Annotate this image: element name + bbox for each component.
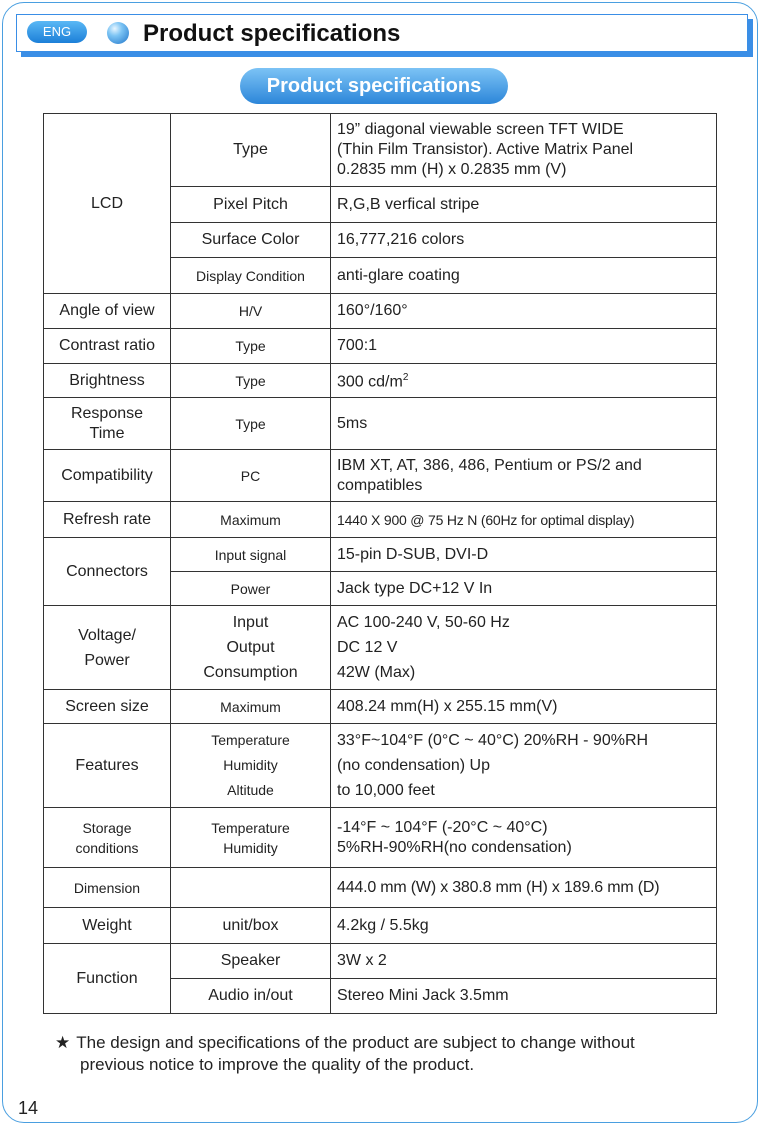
screen-size-sub: Maximum (171, 690, 331, 724)
table-row (44, 538, 717, 572)
power-value: Jack type DC+12 V In (331, 572, 717, 606)
table-row (44, 724, 717, 808)
brightness-value: 300 $cd/m^2$ (331, 364, 717, 398)
refresh-rate-value: 1440 X 900 @ 75 Hz N (60Hz for optimal display) (331, 502, 717, 538)
angle-value: 160°/160° (331, 294, 717, 329)
language-badge: ENG (27, 21, 87, 43)
voltage-value: AC 100-240 V, 50-60 Hz DC 12 V 42W (Max) (331, 606, 717, 690)
contrast-value: 700:1 (331, 329, 717, 364)
table-row (44, 329, 717, 364)
surface-color-value: 16,777,216 colors (331, 223, 717, 258)
table-row (44, 364, 717, 398)
refresh-rate-sub: Maximum (171, 502, 331, 538)
response-time-label: Response Time (44, 398, 171, 450)
speaker-label: Speaker (171, 944, 331, 979)
refresh-rate-label: Refresh rate (44, 502, 171, 538)
connectors-label: Connectors (44, 538, 171, 606)
response-sub: Type (171, 398, 331, 450)
lcd-type-value: 19” diagonal viewable screen TFT WIDE (Thin Film Transistor). Active Matrix Panel 0.2835 mm (H) x 0.2835 mm (V) (331, 114, 717, 187)
table-row (44, 450, 717, 502)
dimension-sub (171, 868, 331, 908)
table-row (44, 808, 717, 868)
storage-value: -14°F ~ 104°F (-20°C ~ 40°C) 5%RH-90%RH(no condensation) (331, 808, 717, 868)
weight-label: Weight (44, 908, 171, 944)
display-condition-label: Display Condition (171, 258, 331, 294)
pixel-pitch-value: R,G,B verfical stripe (331, 187, 717, 223)
speaker-value: 3W x 2 (331, 944, 717, 979)
power-label: Power (171, 572, 331, 606)
input-signal-value: 15-pin D-SUB, DVI-D (331, 538, 717, 572)
compatibility-label: Compatibility (44, 450, 171, 502)
contrast-sub: Type (171, 329, 331, 364)
brightness-label: Brightness (44, 364, 171, 398)
table-row (44, 606, 717, 690)
lcd-label: LCD (44, 114, 171, 294)
audio-value: Stereo Mini Jack 3.5mm (331, 979, 717, 1014)
voltage-power-label: Voltage/ Power (44, 606, 171, 690)
weight-sub: unit/box (171, 908, 331, 944)
table-row (44, 908, 717, 944)
compatibility-value: IBM XT, AT, 386, 486, Pentium or PS/2 and compatibles (331, 450, 717, 502)
table-row (44, 502, 717, 538)
surface-color-label: Surface Color (171, 223, 331, 258)
disclaimer-note: ★ The design and specifications of the product are subject to change without previous notice to improve the quality of the product. (55, 1033, 635, 1074)
function-label: Function (44, 944, 171, 1014)
table-row (44, 868, 717, 908)
section-title-pill: Product specifications (240, 68, 508, 104)
page-header (16, 14, 748, 52)
features-value: 33°F~104°F (0°C ~ 40°C) 20%RH - 90%RH (no condensation) Up to 10,000 feet (331, 724, 717, 808)
spec-table (43, 113, 717, 1014)
angle-label: Angle of view (44, 294, 171, 329)
response-value: 5ms (331, 398, 717, 450)
storage-sub: Temperature Humidity (171, 808, 331, 868)
page-number: 14 (18, 1098, 39, 1118)
angle-sub: H/V (171, 294, 331, 329)
pixel-pitch-label: Pixel Pitch (171, 187, 331, 223)
voltage-sub: Input Output Consumption (171, 606, 331, 690)
table-row (44, 294, 717, 329)
audio-label: Audio in/out (171, 979, 331, 1014)
storage-conditions-label: Storage conditions (44, 808, 171, 868)
table-row (44, 114, 717, 187)
bullet-ball-icon (107, 22, 129, 44)
input-signal-label: Input signal (171, 538, 331, 572)
features-label: Features (44, 724, 171, 808)
compatibility-sub: PC (171, 450, 331, 502)
screen-size-value: 408.24 mm(H) x 255.15 mm(V) (331, 690, 717, 724)
table-row (44, 398, 717, 450)
page-title: Product specifications (143, 20, 401, 47)
display-condition-value: anti-glare coating (331, 258, 717, 294)
table-row (44, 690, 717, 724)
star-icon: ★ (55, 1033, 71, 1052)
dimension-label: Dimension (44, 868, 171, 908)
contrast-label: Contrast ratio (44, 329, 171, 364)
screen-size-label: Screen size (44, 690, 171, 724)
features-sub: Temperature Humidity Altitude (171, 724, 331, 808)
lcd-type-label: Type (171, 114, 331, 187)
dimension-value: 444.0 mm (W) x 380.8 mm (H) x 189.6 mm (D) (331, 868, 717, 908)
table-row (44, 944, 717, 979)
weight-value: 4.2kg / 5.5kg (331, 908, 717, 944)
brightness-sub: Type (171, 364, 331, 398)
